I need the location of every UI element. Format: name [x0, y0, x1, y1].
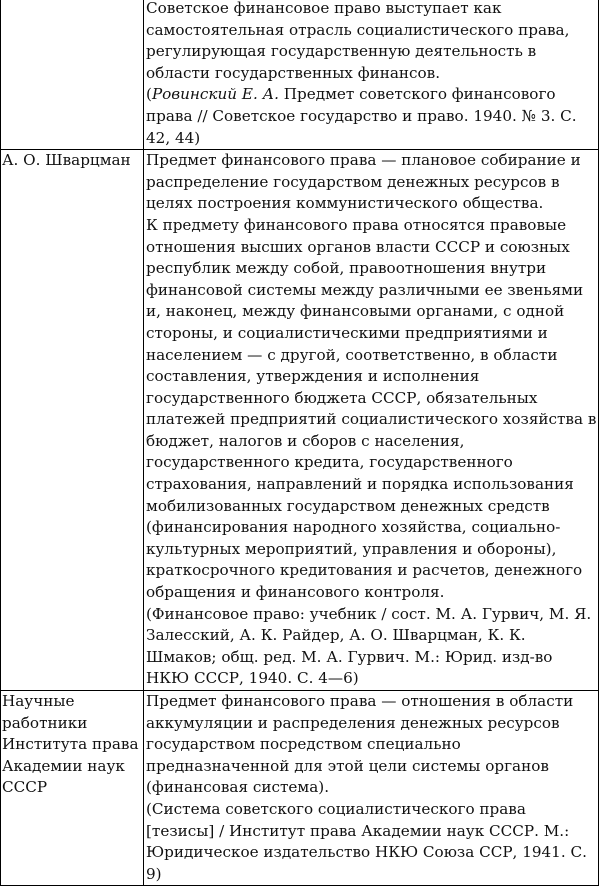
citation-rest: Предмет советского финансового права // Советское государство и право. 1940. № 3. С. 42, 44) [146, 85, 577, 147]
definition-text: Предмет финансового права — отношения в области аккумуляции и распределения денежных ресурсов государством посредством специально предназначенной для этой цели системы органов (финансовая система). [146, 692, 574, 797]
definition-cell [144, 691, 599, 886]
source-citation [146, 84, 597, 149]
citation-author: Ровинский Е. А. [151, 85, 279, 104]
definition-cell [144, 0, 599, 150]
definition-text: К предмету финансового права относятся правовые отношения высших органов власти СССР и союзных республик между собой, правоотношения внутри финансовой системы между различными ее звеньями и, наконец, между финансовыми органами, с одной стороны, и социалистическими предприятиями и населением — с другой, соответственно, в области составления, утверждения и исполнения государственного бюджета СССР, обязательных платежей предприятий социалистического хозяйства в бюджет, налогов и сборов с населения, государственного кредита, государственного страхования, направлений и порядка использования мобилизованных государством денежных средств (финансирования народного хозяйства, социально-культурных мероприятий, управления и обороны), краткосрочного кредитования и расчетов, денежного обращения и финансового контроля. [146, 215, 597, 602]
source-citation: (Финансовое право: учебник / сост. М. А. Гурвич, М. Я. Залесский, А. К. Райдер, А. О. Шварцман, К. К. Шмаков; общ. ред. М. А. Гурвич. М.: Юрид. изд-во НКЮ СССР, 1940. С. 4—6) [146, 604, 592, 688]
author-cell [1, 0, 144, 150]
definition-cell [144, 150, 599, 691]
table-row [1, 150, 599, 691]
definition-text: Предмет финансового права — плановое собирание и распределение государством денежных ресурсов в целях построения коммунистического общества. [146, 151, 581, 213]
author-cell: Научные работники Института права Академии наук СССР [1, 691, 144, 886]
citation-open-paren: ( [146, 85, 152, 104]
definition-text: Советское финансовое право выступает как самостоятельная отрасль социалистического права, регулирующая государственную деятельность в области государственных финансов. [146, 0, 570, 82]
table-row [1, 0, 599, 150]
author-cell: А. О. Шварцман [1, 150, 144, 691]
table-row [1, 691, 599, 886]
source-citation: (Система советского социалистического права [тезисы] / Институт права Академии наук СССР. М.: Юридическое издательство НКЮ Союза ССР, 1941. С. 9) [146, 799, 587, 883]
